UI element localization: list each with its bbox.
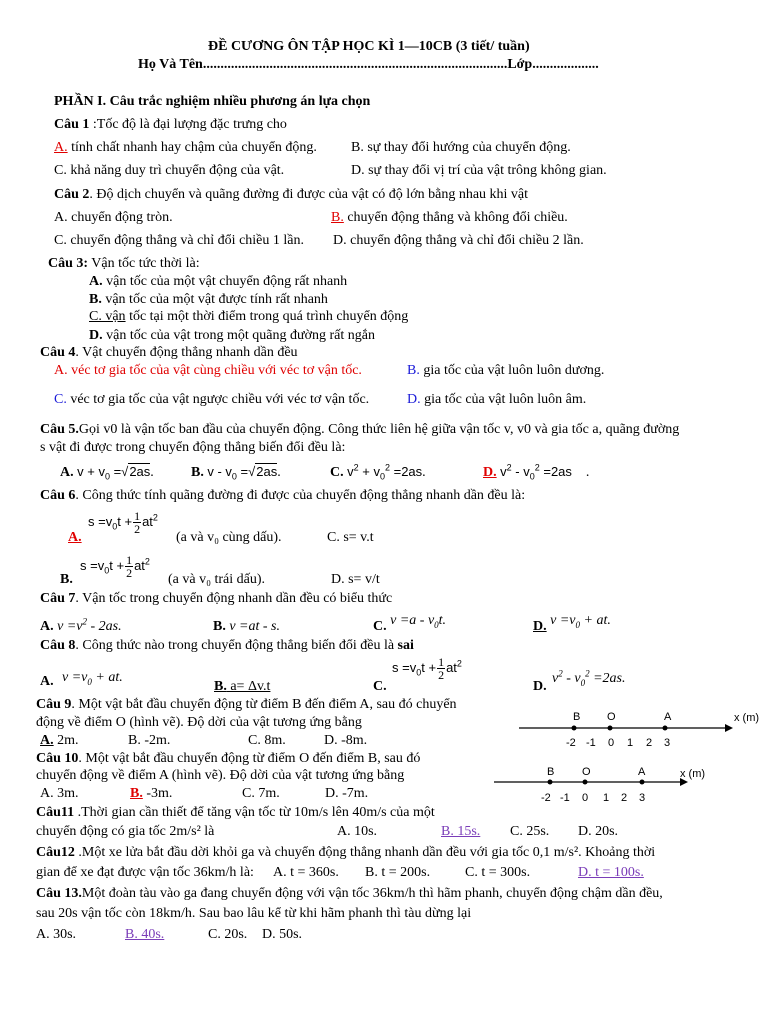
question-7: Câu 7. Vận tốc trong chuyển động nhanh dần đều có biểu thức xyxy=(40,591,393,606)
tick-label: 2 xyxy=(621,792,628,804)
q6-option-a: A. xyxy=(68,530,82,545)
q1-option-a: A. tính chất nhanh hay chậm của chuyển động. xyxy=(54,140,317,155)
tick-label: 1 xyxy=(603,792,610,804)
q8-formula-d: $v^2 - v_0^2 =2as$. xyxy=(552,668,626,688)
q7-option-c: C. $v =a - v_0t$. xyxy=(373,613,447,634)
question-12: Câu12 .Một xe lửa bắt đầu dời khỏi ga và chuyển động thẳng nhanh dần đều với gia tốc 0,1 m/s². Khoảng thời xyxy=(36,845,656,860)
q4-option-d: D. gia tốc của vật luôn luôn âm. xyxy=(407,392,587,407)
q10-option-c: C. 7m. xyxy=(242,786,280,801)
q8-option-d: D. xyxy=(533,679,547,694)
point-b-label: B xyxy=(547,766,555,778)
question-1: Câu 1 :Tốc độ là đại lượng đặc trưng cho xyxy=(54,117,287,132)
q8-formula-a: $v =v_0$ + at. xyxy=(62,670,123,687)
q2-option-a: A. chuyển động tròn. xyxy=(54,210,173,225)
q5-option-d: D. $v^2 - v_0^2 =2as$ . xyxy=(483,462,590,482)
q11-option-c: C. 25s. xyxy=(510,824,550,839)
q10-option-d: D. -7m. xyxy=(325,786,369,801)
q1-option-c: C. khả năng duy trì chuyển động của vật. xyxy=(54,163,285,178)
tick-label: 3 xyxy=(639,792,646,804)
q3-option-d: D. vận tốc của vật trong một quãng đường rất ngắn xyxy=(89,328,375,343)
question-13-line2: sau 20s vận tốc còn 18km/h. Sau bao lâu kể từ khi hãm phanh thì tàu dừng lại xyxy=(36,906,472,921)
point-b-label: B xyxy=(573,711,581,723)
q4-option-b: B. gia tốc của vật luôn luôn dương. xyxy=(407,363,605,378)
tick-label: -2 xyxy=(566,737,576,749)
q11-option-d: D. 20s. xyxy=(578,824,619,839)
q6-option-c: C. s= v.t xyxy=(327,530,374,545)
part1-title: PHẦN I. Câu trắc nghiệm nhiều phương án lựa chọn xyxy=(54,94,371,109)
question-12-line2: gian để xe đạt được vận tốc 36km/h là: xyxy=(36,865,254,880)
q12-option-d: D. t = 100s. xyxy=(578,865,644,880)
axis-unit-label: x (m) xyxy=(680,768,706,780)
question-6: Câu 6. Công thức tính quãng đường đi được của chuyển động thẳng nhanh dần đều là: xyxy=(40,488,526,503)
q1-option-b: B. sự thay đổi hướng của chuyển động. xyxy=(351,140,571,155)
q13-option-c: C. 20s. xyxy=(208,927,248,942)
q5-option-b: B. $v - v_0 =√2as$. xyxy=(191,464,281,482)
q9-option-b: B. -2m. xyxy=(128,733,171,748)
q6-option-d: D. s= v/t xyxy=(331,572,380,587)
point-a-label: A xyxy=(638,766,646,778)
q8-formula-c: $s =v_0t$ + $\frac{1}{2}$ $at^2$ xyxy=(392,655,462,682)
q7-option-a: A. $v =v^2 - 2as$. xyxy=(40,616,122,634)
q3-option-b: B. vận tốc của một vật được tính rất nhanh xyxy=(89,292,328,307)
q13-option-d: D. 50s. xyxy=(262,927,303,942)
q11-option-a: A. 10s. xyxy=(337,824,378,839)
q3-option-a: A. vận tốc của một vật chuyển động rất nhanh xyxy=(89,274,348,289)
point-o-label: O xyxy=(607,711,616,723)
question-8: Câu 8. Công thức nào trong chuyển động thẳng biến đổi đều là sai xyxy=(40,638,414,653)
axis-unit-label: x (m) xyxy=(734,712,760,724)
name-class-line: Họ Và Tên.......................................................................................Lớp................... xyxy=(138,57,599,72)
tick-label: -1 xyxy=(560,792,570,804)
document-title: ĐỀ CƯƠNG ÔN TẬP HỌC KÌ 1—10CB (3 tiết/ tuần) xyxy=(208,39,530,54)
tick-label: -1 xyxy=(586,737,596,749)
q9-option-a: A. 2m. xyxy=(40,733,79,748)
point-a-label: A xyxy=(664,711,672,723)
question-11: Câu11 .Thời gian cần thiết để tăng vận tốc từ 10m/s lên 40m/s của một xyxy=(36,805,435,820)
number-line-figure-1 xyxy=(515,708,765,750)
question-9: Câu 9. Một vật bắt đầu chuyển động từ điểm B đến điểm A, sau đó chuyển xyxy=(36,697,457,712)
question-5-line2: s vật đi được trong chuyển động thẳng biến đổi đều là: xyxy=(40,440,346,455)
q13-option-b: B. 40s. xyxy=(125,927,165,942)
number-line-figure-2 xyxy=(490,760,750,804)
q11-option-b: B. 15s. xyxy=(441,824,481,839)
q10-option-a: A. 3m. xyxy=(40,786,79,801)
tick-label: -2 xyxy=(541,792,551,804)
tick-label: 2 xyxy=(646,737,653,749)
q12-option-b: B. t = 200s. xyxy=(365,865,431,880)
q12-option-c: C. t = 300s. xyxy=(465,865,531,880)
q5-option-a: A. $v + v_0 =√2as$. xyxy=(60,464,154,482)
q9-option-c: C. 8m. xyxy=(248,733,286,748)
q10-option-b: B. -3m. xyxy=(130,786,173,801)
q8-option-b: B. a= Δv.t xyxy=(214,679,271,694)
question-2: Câu 2. Độ dịch chuyển và quãng đường đi được của vật có độ lớn bằng nhau khi vật xyxy=(54,187,529,202)
tick-label: 0 xyxy=(608,737,615,749)
q7-option-d: D. $v =v_0$ + at. xyxy=(533,613,611,634)
tick-label: 0 xyxy=(582,792,589,804)
q4-option-a: A. véc tơ gia tốc của vật cùng chiều với véc tơ vận tốc. xyxy=(54,363,362,378)
tick-label: 1 xyxy=(627,737,634,749)
question-10: Câu 10. Một vật bắt đầu chuyển động từ điểm O đến điểm B, sau đó xyxy=(36,751,421,766)
point-o-label: O xyxy=(582,766,591,778)
question-3: Câu 3: Vận tốc tức thời là: xyxy=(48,256,200,271)
question-4: Câu 4. Vật chuyển động thẳng nhanh dần đều xyxy=(40,345,298,360)
q7-option-b: B. v =at - s. xyxy=(213,619,281,634)
q1-option-d: D. sự thay đổi vị trí của vật trông không gian. xyxy=(351,163,607,178)
q13-option-a: A. 30s. xyxy=(36,927,77,942)
q2-option-b: B. chuyển động thẳng và không đổi chiều. xyxy=(331,210,568,225)
q2-option-d: D. chuyển động thẳng và chỉ đổi chiều 2 lần. xyxy=(333,233,584,248)
q4-option-c: C. véc tơ gia tốc của vật ngược chiều với véc tơ vận tốc. xyxy=(54,392,370,407)
q12-option-a: A. t = 360s. xyxy=(273,865,339,880)
q8-option-a: A. xyxy=(40,674,54,689)
q6-option-a-note: (a và v₀ cùng dấu). xyxy=(176,530,282,545)
q6-option-b-note: (a và v₀ trái dấu). xyxy=(168,572,266,587)
q8-option-c: C. xyxy=(373,679,387,694)
q6-option-b: B. xyxy=(60,572,73,587)
question-11-line2: chuyển động có gia tốc 2m/s² là xyxy=(36,824,215,839)
tick-label: 3 xyxy=(664,737,671,749)
question-5: Câu 5.Gọi v0 là vận tốc ban đầu của chuyển động. Công thức liên hệ giữa vận tốc v, v0 và gia tốc a, quãng đường xyxy=(40,422,680,437)
q9-option-d: D. -8m. xyxy=(324,733,368,748)
question-13: Câu 13.Một đoàn tàu vào ga đang chuyển động với vận tốc 36km/h thì hãm phanh, chuyển động chậm dần đều, xyxy=(36,886,663,901)
q3-option-c: C. vận tốc tại một thời điểm trong quá trình chuyển động xyxy=(89,309,409,324)
q6-formula-b: $s =v_0t$ + $\frac{1}{2}$ $at^2$ xyxy=(80,553,150,580)
question-10-line2: chuyển động về điểm A (hình vẽ). Độ dời của vật tương ứng bằng xyxy=(36,768,405,783)
q6-formula-a: $s =v_0t$ + $\frac{1}{2}$ $at^2$ xyxy=(88,509,158,536)
q5-option-c: C. $v^2 + v_0^2 =2as$. xyxy=(330,462,426,482)
q2-option-c: C. chuyển động thẳng và chỉ đổi chiều 1 lần. xyxy=(54,233,304,248)
question-9-line2: động về điểm O (hình vẽ). Độ dời của vật tương ứng bằng xyxy=(36,715,362,730)
